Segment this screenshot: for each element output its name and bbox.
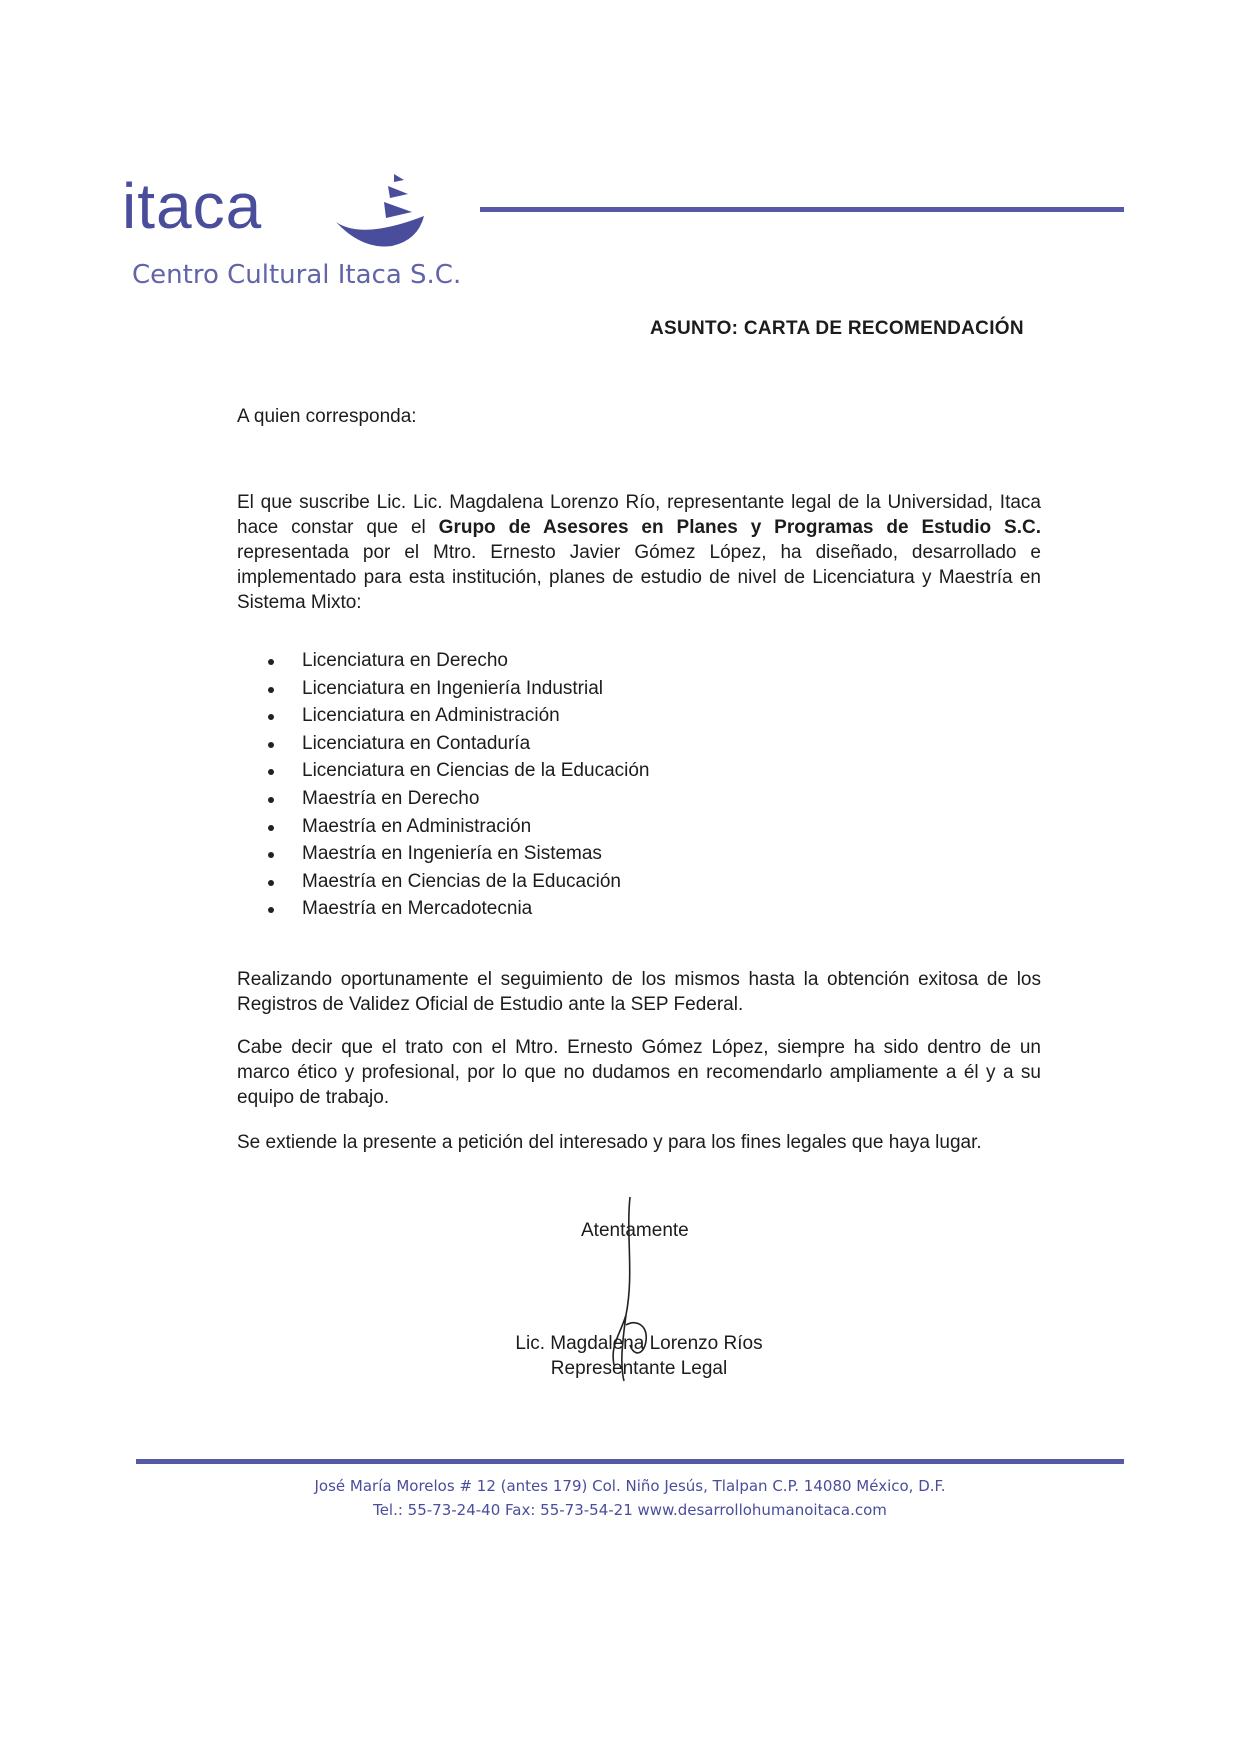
footer-address: José María Morelos # 12 (antes 179) Col. Niño Jesús, Tlalpan C.P. 14080 México, D.F. — [314, 1477, 946, 1495]
letter-subject: ASUNTO: CARTA DE RECOMENDACIÓN — [650, 318, 1024, 339]
list-item: Maestría en Ciencias de la Educación — [268, 868, 650, 896]
list-item: Licenciatura en Administración — [268, 702, 650, 730]
footer-divider — [136, 1459, 1124, 1464]
intro-paragraph — [237, 490, 1041, 615]
organization-name: Centro Cultural Itaca S.C. — [132, 260, 462, 290]
purpose-paragraph: Se extiende la presente a petición del interesado y para los fines legales que haya lugar. — [237, 1132, 982, 1153]
logo-wordmark: itaca — [122, 170, 263, 242]
intro-text-1: El que suscribe Lic. Lic. Magdalena Lorenzo Río, representante legal de la Universidad, Itaca hace constar que el — [237, 492, 1041, 538]
closing: Atentamente — [581, 1220, 689, 1241]
signer-title: Representante Legal — [550, 1358, 728, 1379]
list-item: Maestría en Administración — [268, 813, 650, 841]
boat-icon — [332, 170, 442, 256]
list-item: Licenciatura en Ciencias de la Educación — [268, 757, 650, 785]
intro-bold-company: Grupo de Asesores en Planes y Programas de Estudio S.C. — [438, 517, 1041, 538]
signer-name: Lic. Magdalena Lorenzo Ríos — [515, 1333, 763, 1354]
program-list — [268, 647, 650, 923]
greeting: A quien corresponda: — [237, 406, 417, 427]
footer-contact: Tel.: 55-73-24-40 Fax: 55-73-54-21 www.desarrollohumanoitaca.com — [373, 1501, 887, 1519]
followup-paragraph: Realizando oportunamente el seguimiento de los mismos hasta la obtención exitosa de los Registros de Validez Oficial de Estudio ante la SEP Federal. — [237, 969, 1041, 1015]
list-item: Maestría en Mercadotecnia — [268, 895, 650, 923]
intro-text-2: representada por el Mtro. Ernesto Javier Gómez López, ha diseñado, desarrollado e implementado para esta institución, planes de estudio de nivel de Licenciatura y Maestría en Sistema Mixto: — [237, 542, 1041, 613]
itaca-logo — [122, 170, 462, 300]
list-item: Licenciatura en Contaduría — [268, 730, 650, 758]
list-item: Maestría en Ingeniería en Sistemas — [268, 840, 650, 868]
list-item: Licenciatura en Ingeniería Industrial — [268, 675, 650, 703]
recommendation-paragraph: Cabe decir que el trato con el Mtro. Ernesto Gómez López, siempre ha sido dentro de un marco ético y profesional, por lo que no dudamos en recomendarlo ampliamente a él y a su equipo de trabajo. — [237, 1037, 1041, 1108]
list-item: Licenciatura en Derecho — [268, 647, 650, 675]
header-divider — [480, 207, 1124, 212]
signer-block — [508, 1331, 770, 1381]
list-item: Maestría en Derecho — [268, 785, 650, 813]
